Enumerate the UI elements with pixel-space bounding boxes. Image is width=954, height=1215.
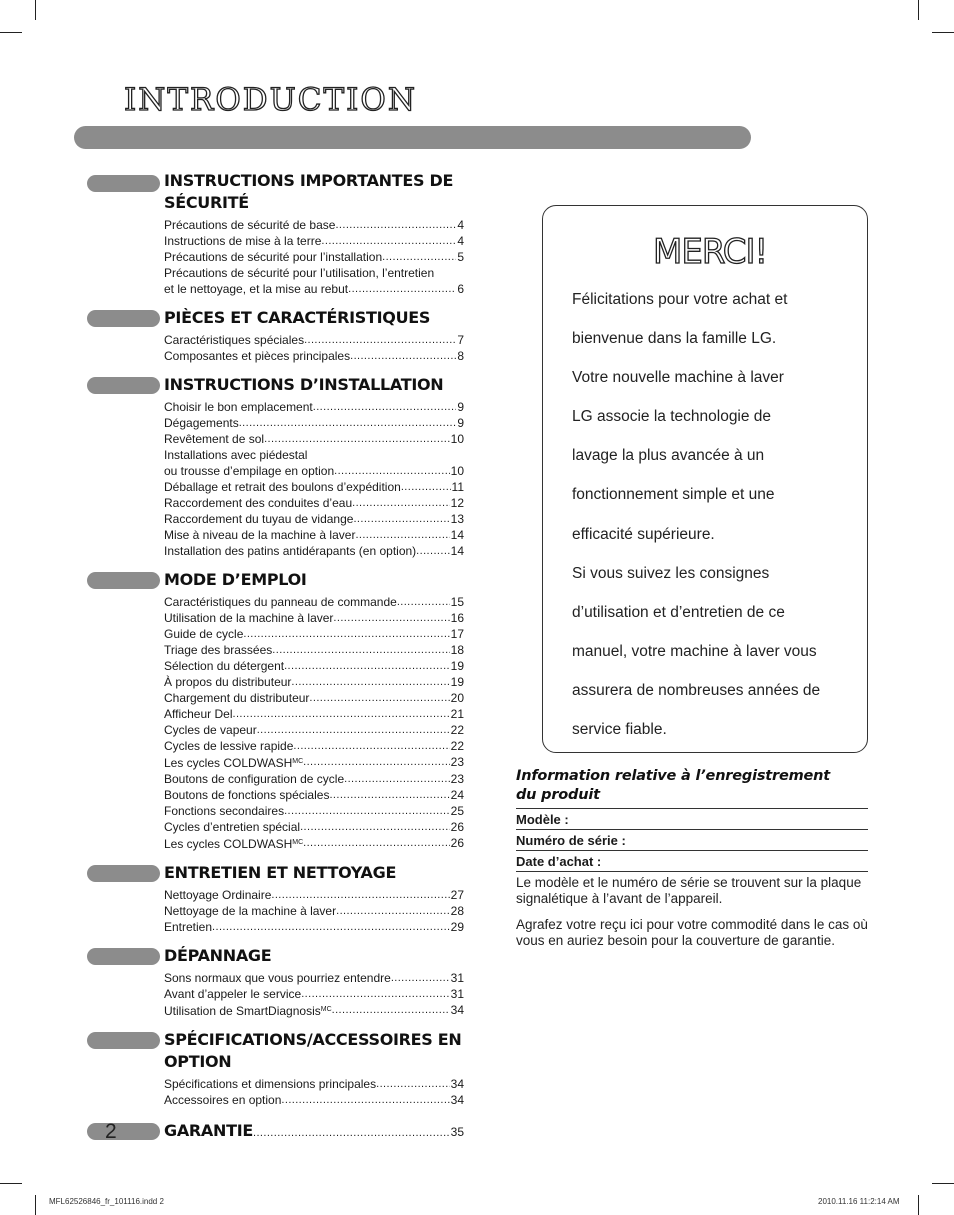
registration-title: Information relative à l’enregistrement du produit: [516, 768, 830, 803]
section-entries: [164, 1076, 527, 1108]
crop-mark: [0, 1183, 22, 1184]
section-title: PIÈCES ET CARACTÉRISTIQUES: [164, 308, 431, 327]
purchase-date-field[interactable]: Date d’achat :: [516, 850, 868, 871]
section-entries: [164, 970, 527, 1019]
toc-section-warranty: [87, 1120, 527, 1142]
toc-section-safety: [87, 170, 527, 297]
page-title: INTRODUCTION: [124, 82, 417, 118]
toc-entry[interactable]: Utilisation de SmartDiagnosis$^{MC}$ ..... 34: [164, 1002, 464, 1019]
registration-note: Le modèle et le numéro de série se trouvent sur la plaque signalétique à l’avant de l’appareil.: [516, 875, 862, 906]
toc-entry[interactable]: Afficheur Del ..... 21: [164, 706, 464, 722]
section-entries: [164, 594, 527, 852]
crop-mark: [35, 1195, 36, 1215]
toc-entry[interactable]: et le nettoyage, et la mise au rebut ..... 6: [164, 281, 464, 297]
toc-entry[interactable]: Précautions de sécurité de base ..... 4: [164, 217, 464, 233]
crop-mark: [918, 0, 919, 20]
section-title: DÉPANNAGE: [164, 946, 272, 965]
section-pill: [87, 310, 160, 327]
crop-mark: [918, 1195, 919, 1215]
toc-entry[interactable]: À propos du distributeur ..... 19: [164, 674, 464, 690]
toc-entry[interactable]: Précautions de sécurité pour l’utilisation, l’entretien: [164, 266, 435, 280]
toc-entry[interactable]: Spécifications et dimensions principales ..... 34: [164, 1076, 464, 1092]
crop-mark: [0, 32, 22, 33]
section-title: GARANTIE: [164, 1121, 254, 1140]
toc-entry[interactable]: Triage des brassées ..... 18: [164, 642, 464, 658]
toc-entry[interactable]: Sons normaux que vous pourriez entendre ..... 31: [164, 970, 464, 986]
section-pill: [87, 948, 160, 965]
section-title: SPÉCIFICATIONS/ACCESSOIRES EN OPTION: [164, 1030, 462, 1071]
toc-entry-warranty[interactable]: GARANTIE ..... 35: [164, 1120, 464, 1142]
toc-section-troubleshooting: [87, 945, 527, 1019]
crop-mark: [932, 1183, 954, 1184]
page-number: 2: [105, 1120, 117, 1143]
title-bar: [74, 126, 751, 149]
toc-entry[interactable]: Déballage et retrait des boulons d’expédition ..... 11: [164, 479, 464, 495]
thank-you-message: Félicitations pour votre achat et bienvenue dans la famille LG. Votre nouvelle machine à laver LG associe la technologie de lavage la plus avancée à un fonctionnement simple et une efficacité supérieure. Si vous suivez les consignes d’utilisation et d’entretien de ce manuel, votre machine à laver vous assurera de nombreuses années de service fiable.: [572, 291, 821, 739]
toc-entry[interactable]: Boutons de configuration de cycle ..... 23: [164, 771, 464, 787]
toc-entry[interactable]: Raccordement du tuyau de vidange ..... 13: [164, 511, 464, 527]
toc-entry[interactable]: Cycles de lessive rapide ..... 22: [164, 738, 464, 754]
serial-number-field[interactable]: Numéro de série :: [516, 829, 868, 850]
toc-entry[interactable]: Instructions de mise à la terre ..... 4: [164, 233, 464, 249]
toc-entry[interactable]: Mise à niveau de la machine à laver ..... 14: [164, 527, 464, 543]
toc-entry[interactable]: Caractéristiques du panneau de commande ..... 15: [164, 594, 464, 610]
toc-entry[interactable]: Utilisation de la machine à laver ..... 16: [164, 610, 464, 626]
section-title: MODE D’EMPLOI: [164, 570, 307, 589]
section-title: ENTRETIEN ET NETTOYAGE: [164, 863, 397, 882]
print-slug-file: MFL62526846_fr_101116.indd 2: [49, 1197, 164, 1206]
toc-entry[interactable]: Nettoyage Ordinaire ..... 27: [164, 887, 464, 903]
section-title: INSTRUCTIONS D’INSTALLATION: [164, 375, 444, 394]
toc-entry[interactable]: Entretien ..... 29: [164, 919, 464, 935]
section-entries: [164, 887, 527, 935]
toc-entry[interactable]: Dégagements ..... 9: [164, 415, 464, 431]
section-entries: [164, 332, 527, 364]
toc-entry[interactable]: Avant d’appeler le service ..... 31: [164, 986, 464, 1002]
trademark-superscript: MC: [292, 758, 304, 765]
toc-entry[interactable]: Accessoires en option ..... 34: [164, 1092, 464, 1108]
toc-section-installation: [87, 374, 527, 559]
table-of-contents: [87, 170, 527, 1142]
section-pill: [87, 865, 160, 882]
toc-entry[interactable]: Revêtement de sol ..... 10: [164, 431, 464, 447]
toc-entry[interactable]: Nettoyage de la machine à laver ..... 28: [164, 903, 464, 919]
thank-you-title: MERCI!: [653, 232, 768, 272]
model-field[interactable]: Modèle :: [516, 808, 868, 829]
section-pill: [87, 1032, 160, 1049]
product-registration: [516, 767, 868, 949]
toc-section-parts: [87, 307, 527, 364]
crop-mark: [35, 0, 36, 20]
section-entries: [164, 217, 527, 297]
toc-entry[interactable]: Installations avec piédestal: [164, 448, 308, 462]
toc-entry[interactable]: Fonctions secondaires ..... 25: [164, 803, 464, 819]
toc-entry[interactable]: Installation des patins antidérapants (en option) ..... 14: [164, 543, 464, 559]
toc-section-maintenance: [87, 862, 527, 935]
toc-entry[interactable]: Chargement du distributeur ..... 20: [164, 690, 464, 706]
section-pill: [87, 572, 160, 589]
section-entries: [164, 399, 527, 559]
print-slug-timestamp: 2010.11.16 11:2:14 AM: [818, 1197, 900, 1206]
toc-entry[interactable]: Les cycles $COLDWASH^{MC}$ ..... 23: [164, 754, 464, 771]
toc-entry[interactable]: Cycles d’entretien spécial ..... 26: [164, 819, 464, 835]
toc-entry[interactable]: Précautions de sécurité pour l’installation ..... 5: [164, 249, 464, 265]
toc-entry[interactable]: Les cycles $COLDWASH^{MC}$ ..... 26: [164, 835, 464, 852]
section-pill: [87, 377, 160, 394]
toc-entry[interactable]: Cycles de vapeur ..... 22: [164, 722, 464, 738]
registration-note: Agrafez votre reçu ici pour votre commodité dans le cas où vous en auriez besoin pour la couverture de garantie.: [516, 917, 868, 948]
toc-entry[interactable]: Caractéristiques spéciales ..... 7: [164, 332, 464, 348]
toc-section-operation: [87, 569, 527, 852]
toc-entry[interactable]: Sélection du détergent ..... 19: [164, 658, 464, 674]
trademark-superscript: MC: [320, 1006, 332, 1013]
toc-entry[interactable]: Guide de cycle ..... 17: [164, 626, 464, 642]
section-title: INSTRUCTIONS IMPORTANTES DE SÉCURITÉ: [164, 171, 454, 212]
section-pill: [87, 175, 160, 192]
crop-mark: [932, 32, 954, 33]
section-pill: [87, 1123, 160, 1140]
thank-you-box: [542, 205, 868, 753]
toc-entry[interactable]: Raccordement des conduites d’eau ..... 12: [164, 495, 464, 511]
toc-entry[interactable]: Composantes et pièces principales ..... 8: [164, 348, 464, 364]
trademark-superscript: MC: [292, 839, 304, 846]
toc-section-specs: [87, 1029, 527, 1108]
toc-entry[interactable]: Choisir le bon emplacement ..... 9: [164, 399, 464, 415]
toc-entry[interactable]: Boutons de fonctions spéciales ..... 24: [164, 787, 464, 803]
toc-entry[interactable]: ou trousse d’empilage en option ..... 10: [164, 463, 464, 479]
